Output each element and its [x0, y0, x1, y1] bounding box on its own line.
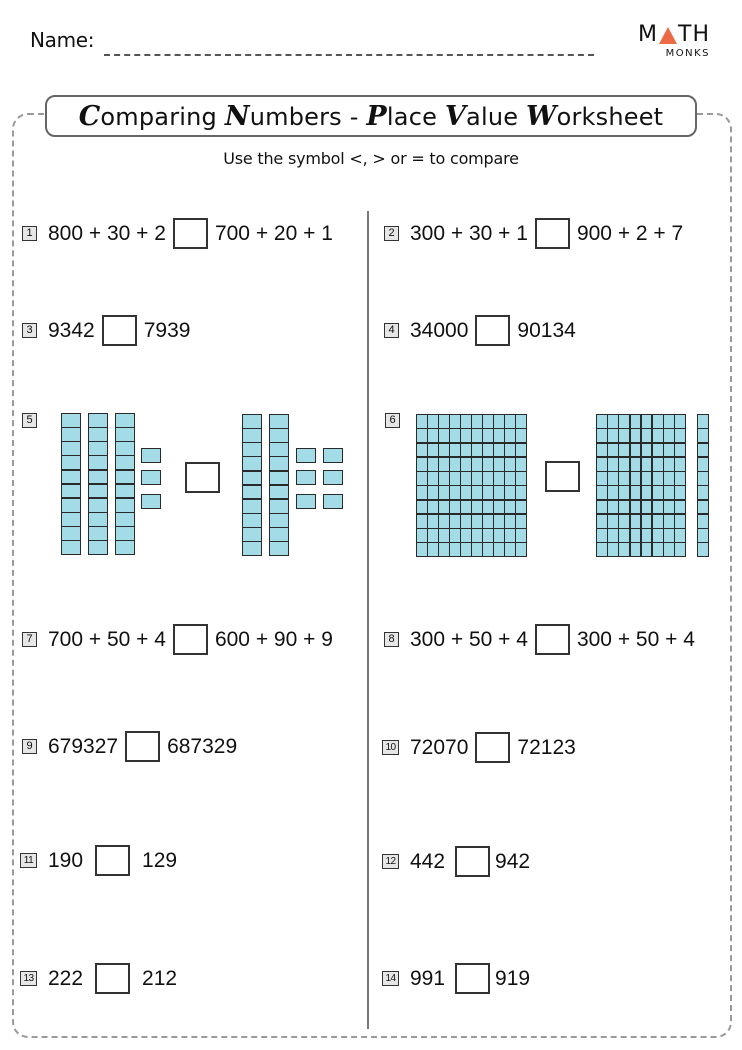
one-cube — [141, 470, 161, 485]
problem-number-badge: 10 — [382, 740, 399, 755]
ten-rod — [242, 414, 262, 556]
answer-box[interactable] — [475, 315, 510, 346]
ten-rod — [269, 414, 289, 556]
one-cube — [323, 470, 343, 485]
problem-number-badge: 13 — [20, 971, 37, 986]
answer-box[interactable] — [173, 624, 208, 655]
problem-11 — [20, 845, 177, 876]
logo-letter-m: M — [638, 22, 658, 47]
answer-box[interactable] — [95, 845, 130, 876]
problem-number-badge: 9 — [22, 739, 37, 754]
title-cap: W — [526, 100, 557, 132]
tens-group — [596, 414, 686, 557]
name-label: Name: — [30, 28, 95, 52]
left-expression: 222 — [48, 966, 84, 990]
one-cube — [141, 448, 161, 463]
problem-number-badge: 1 — [22, 226, 37, 241]
answer-box[interactable] — [173, 218, 208, 249]
left-expression: 9342 — [48, 318, 95, 342]
left-expression: 72070 — [410, 735, 469, 759]
answer-box[interactable] — [545, 461, 580, 492]
problem-number-badge: 14 — [382, 971, 399, 986]
right-expression: 300 + 50 + 4 — [576, 627, 695, 651]
answer-box[interactable] — [475, 732, 510, 763]
problem-13 — [20, 963, 177, 994]
right-expression: 7939 — [143, 318, 191, 342]
right-expression: 72123 — [517, 735, 576, 759]
one-cube — [296, 470, 316, 485]
title-word: orksheet — [556, 102, 664, 131]
answer-box[interactable] — [185, 462, 220, 493]
problem-2 — [384, 218, 683, 249]
answer-box[interactable] — [535, 218, 570, 249]
math-monks-logo — [636, 24, 712, 59]
problem-1 — [22, 218, 333, 249]
problem-number-badge: 7 — [22, 632, 37, 647]
problem-12 — [382, 846, 530, 877]
hundred-flat — [416, 414, 527, 557]
problem-number-badge: 3 — [22, 323, 37, 338]
column-divider — [367, 211, 369, 1029]
problem-7 — [22, 624, 333, 655]
problem-number-badge: 6 — [385, 413, 400, 428]
ten-rod — [61, 413, 81, 555]
title-word: alue — [466, 102, 527, 131]
one-cube — [296, 448, 316, 463]
problem-number-badge: 4 — [384, 323, 399, 338]
right-expression: 687329 — [167, 734, 238, 758]
one-cube — [141, 494, 161, 509]
problem-number-badge: 2 — [384, 226, 399, 241]
answer-box[interactable] — [455, 846, 490, 877]
right-expression: 129 — [142, 848, 178, 872]
ten-rod — [88, 413, 108, 555]
logo-letters-th: TH — [678, 22, 710, 47]
answer-box[interactable] — [535, 624, 570, 655]
name-row — [30, 28, 94, 52]
logo-math-text — [636, 24, 712, 46]
problem-8 — [384, 624, 695, 655]
left-expression: 442 — [410, 849, 446, 873]
title-cap: N — [224, 100, 250, 132]
right-expression: 900 + 2 + 7 — [576, 221, 684, 245]
left-expression: 991 — [410, 966, 446, 990]
worksheet-frame — [12, 113, 732, 1038]
one-cube — [296, 494, 316, 509]
ten-rod — [115, 413, 135, 555]
problem-3 — [22, 315, 190, 346]
right-expression: 90134 — [517, 318, 576, 342]
problem-number-badge: 5 — [22, 413, 37, 428]
title-word: lace — [386, 102, 445, 131]
title-word: omparing — [100, 102, 225, 131]
one-cube — [323, 494, 343, 509]
left-expression: 300 + 30 + 1 — [410, 221, 528, 245]
left-expression: 190 — [48, 848, 84, 872]
problem-9 — [22, 731, 237, 762]
problem-14 — [382, 963, 530, 994]
worksheet-title-box — [45, 95, 697, 137]
left-expression: 679327 — [48, 734, 119, 758]
problem-number-badge: 8 — [384, 632, 399, 647]
answer-box[interactable] — [102, 315, 137, 346]
problem-4 — [384, 315, 576, 346]
left-expression: 34000 — [410, 318, 469, 342]
right-expression: 919 — [495, 966, 531, 990]
worksheet-title — [79, 101, 664, 132]
title-cap: V — [444, 100, 467, 132]
title-cap: P — [366, 100, 387, 132]
answer-box[interactable] — [455, 963, 490, 994]
left-expression: 300 + 50 + 4 — [410, 627, 528, 651]
problem-number-badge: 11 — [20, 853, 37, 868]
logo-monks-text: MONKS — [665, 48, 710, 59]
right-expression: 942 — [495, 849, 531, 873]
ten-rod — [697, 414, 709, 557]
right-expression: 212 — [142, 966, 178, 990]
answer-box[interactable] — [95, 963, 130, 994]
instructions: Use the symbol <, > or = to compare — [223, 149, 519, 168]
right-expression: 600 + 90 + 9 — [214, 627, 333, 651]
left-expression: 700 + 50 + 4 — [48, 627, 166, 651]
name-field[interactable] — [104, 54, 594, 56]
title-word: umbers - — [249, 102, 367, 131]
right-expression: 700 + 20 + 1 — [214, 221, 333, 245]
left-expression: 800 + 30 + 2 — [48, 221, 166, 245]
triangle-icon — [659, 27, 677, 44]
problem-number-badge: 12 — [382, 854, 399, 869]
title-cap: C — [78, 100, 101, 132]
answer-box[interactable] — [125, 731, 160, 762]
one-cube — [323, 448, 343, 463]
problem-10 — [382, 732, 576, 763]
